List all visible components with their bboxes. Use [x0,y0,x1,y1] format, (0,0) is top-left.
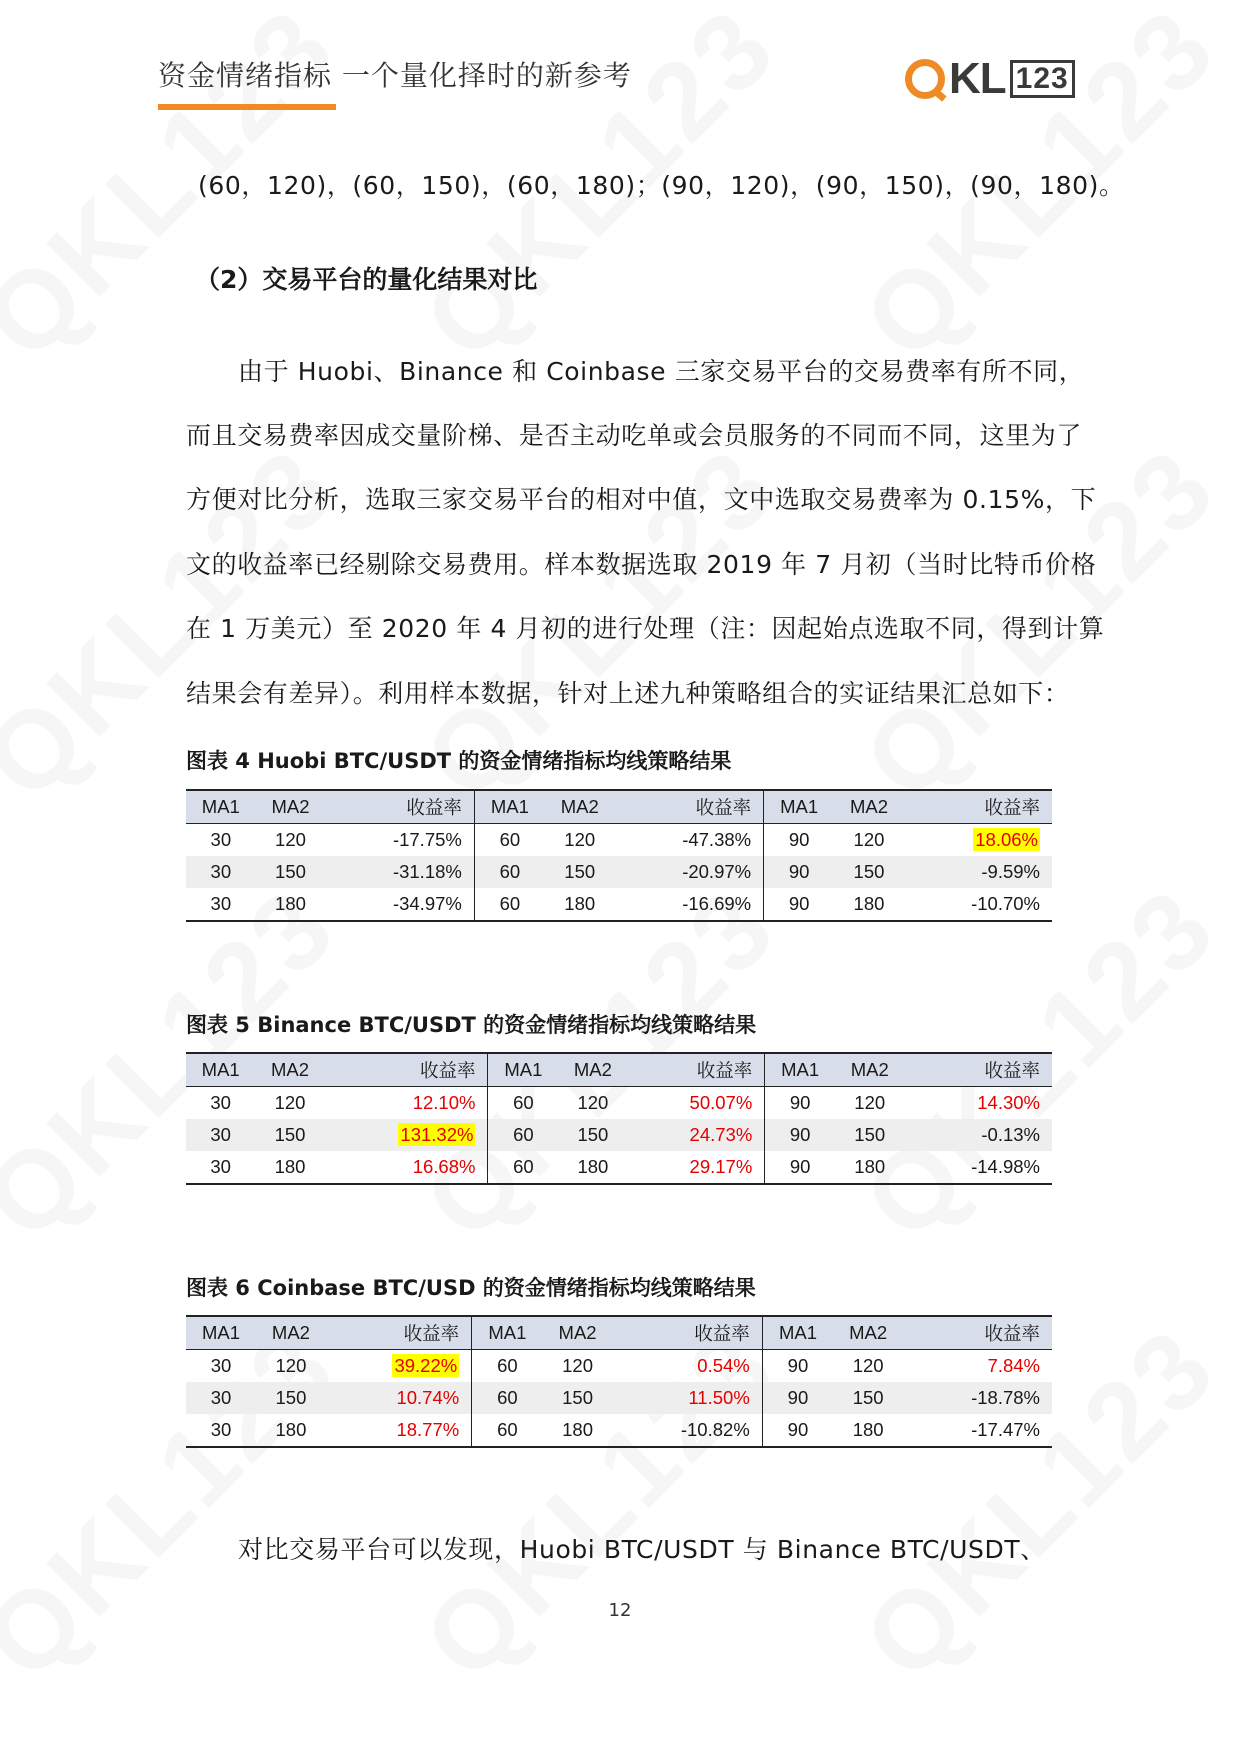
table-caption: 图表 4 Huobi BTC/USDT 的资金情绪指标均线策略结果 [186,749,732,773]
table-cell: 60 [499,829,521,850]
table-cell: 60 [499,861,521,882]
paragraph-line: 文的收益率已经剔除交易费用。样本数据选取 2019 年 7 月初（当时比特币价格 [186,550,1097,579]
paragraph-line: 结果会有差异）。利用样本数据，针对上述九种策略组合的实证结果汇总如下： [186,679,1070,708]
column-header: 收益率 [613,1316,763,1350]
table-cell: 180 [562,1419,593,1440]
results-table-binance [186,1052,1052,1185]
column-header: 收益率 [984,1060,1040,1081]
page-number: 12 [608,1600,632,1621]
table-cell: 180 [854,1156,886,1177]
table-cell: 90 [788,829,810,850]
table-caption: 图表 5 Binance BTC/USDT 的资金情绪指标均线策略结果 [186,1013,757,1037]
table-cell: 11.50% [613,1382,763,1414]
table-row [186,1350,1052,1383]
table-row [186,1151,1052,1184]
table-cell: 24.73% [628,1119,765,1151]
logo-wordmark: KL [949,54,1006,103]
table-cell: 12.10% [325,1087,488,1120]
column-header: 收益率 [628,1053,765,1087]
column-header: MA1 [780,796,819,817]
table-cell: -31.18% [325,856,474,888]
column-header: MA1 [778,1322,817,1343]
closing-line: 对比交易平台可以发现，Huobi BTC/USDT 与 Binance BTC/USDT、 [238,1535,1046,1564]
section-heading: （2）交易平台的量化结果对比 [195,265,538,294]
table-cell: 30 [210,829,232,850]
table-cell: 90 [787,1355,809,1376]
table-caption: 图表 6 Coinbase BTC/USD 的资金情绪指标均线策略结果 [186,1276,756,1300]
table-cell: 30 [210,1355,232,1376]
table-cell: 0.54% [613,1350,763,1383]
table-cell: 150 [564,861,596,882]
table-row [186,1087,1052,1120]
column-header: MA1 [781,1059,820,1080]
table-cell: 90 [789,1124,811,1145]
table-cell: 120 [853,829,885,850]
logo-number: 123 [1010,60,1075,98]
ma-pairs-line: (60，120)，(60，150)，(60，180)；(90，120)，(90，150)，(90，180)。 [198,171,1125,200]
table-cell: 10.74% [326,1382,472,1414]
title-underline [158,104,336,110]
column-header: MA2 [849,796,888,817]
table-cell: 180 [852,1419,884,1440]
table-cell: 90 [789,1156,811,1177]
column-header: MA1 [201,796,240,817]
table-cell: 180 [275,893,306,914]
logo-q-mark [905,59,945,99]
table-cell: 180 [274,1156,306,1177]
table-cell: -10.82% [613,1414,763,1447]
table-cell: 150 [852,1387,884,1408]
table-cell: 60 [499,893,521,914]
results-table-huobi [186,789,1052,922]
table-cell-highlighted: 39.22% [326,1350,472,1383]
table-cell: -47.38% [615,824,764,857]
table-cell: 60 [513,1092,534,1113]
column-header: MA2 [849,1322,888,1343]
table-cell: 30 [210,861,232,882]
column-header: MA1 [504,1059,543,1080]
table-cell: 180 [275,1419,307,1440]
table-cell: 60 [497,1387,518,1408]
table-cell: 150 [854,1124,886,1145]
table-cell: -34.97% [325,888,474,921]
table-cell: -0.13% [981,1124,1040,1145]
column-header: MA2 [850,1059,889,1080]
table-cell: 30 [210,1092,231,1113]
table-cell: 30 [210,1419,232,1440]
table-cell: 180 [577,1156,609,1177]
table-cell: 120 [562,1355,593,1376]
table-cell: -14.98% [971,1156,1040,1177]
table-cell-highlighted: 18.06% [975,829,1038,850]
table-cell: 30 [210,1156,231,1177]
table-cell-highlighted: 131.32% [325,1119,488,1151]
table-cell: 30 [210,1124,231,1145]
paragraph-line: 由于 Huobi、Binance 和 Coinbase 三家交易平台的交易费率有所不同， [238,357,1085,386]
table-cell: -9.59% [981,861,1040,882]
paragraph-line: 在 1 万美元）至 2020 年 4 月初的进行处理（注：因起始点选取不同，得到计算 [186,614,1105,643]
column-header: 收益率 [615,790,764,824]
table-cell: 120 [274,1092,306,1113]
table-cell: 18.77% [326,1414,472,1447]
table-cell: 14.30% [977,1092,1040,1113]
column-header: MA2 [560,796,599,817]
table-cell: 60 [497,1355,518,1376]
table-cell: -20.97% [615,856,764,888]
column-header: MA1 [490,796,529,817]
table-cell: -17.75% [325,824,474,857]
table-cell: 60 [513,1156,534,1177]
table-cell: 90 [788,861,810,882]
results-table-coinbase [186,1315,1052,1448]
column-header: MA2 [271,1322,310,1343]
column-header: 收益率 [984,1323,1040,1344]
column-header: MA2 [558,1322,597,1343]
column-header: MA2 [271,796,310,817]
table-cell: -16.69% [615,888,764,921]
table-cell: -17.47% [971,1419,1040,1440]
column-header: 收益率 [984,797,1040,818]
table-cell: -18.78% [971,1387,1040,1408]
table-cell: 150 [275,861,306,882]
table-cell: 120 [854,1092,886,1113]
column-header: MA1 [488,1322,527,1343]
table-cell: 30 [210,1387,232,1408]
table-cell: 120 [275,829,306,850]
column-header: MA2 [271,1059,310,1080]
table-cell: 150 [577,1124,609,1145]
table-cell: 120 [564,829,596,850]
table-cell: 150 [275,1387,307,1408]
table-cell: 180 [564,893,596,914]
table-cell: 90 [787,1387,809,1408]
table-cell: 150 [274,1124,306,1145]
table-row [186,888,1052,921]
table-row [186,1382,1052,1414]
table-cell: 60 [497,1419,518,1440]
qkl123-logo [905,54,1075,104]
paragraph-line: 而且交易费率因成交量阶梯、是否主动吃单或会员服务的不同而不同，这里为了 [186,421,1083,450]
table-row [186,1119,1052,1151]
table-cell: 7.84% [987,1355,1040,1376]
table-cell: 90 [789,1092,811,1113]
table-cell: 150 [562,1387,593,1408]
column-header: MA1 [201,1059,240,1080]
table-cell: 90 [787,1419,809,1440]
table-cell: 120 [275,1355,307,1376]
table-row [186,824,1052,857]
column-header: 收益率 [325,790,474,824]
column-header: MA1 [201,1322,240,1343]
column-header: 收益率 [326,1316,472,1350]
table-cell: 30 [210,893,232,914]
table-cell: 120 [852,1355,884,1376]
table-cell: 16.68% [325,1151,488,1184]
table-cell: 60 [513,1124,534,1145]
table-cell: 150 [853,861,885,882]
table-cell: 50.07% [628,1087,765,1120]
table-row [186,856,1052,888]
paragraph-line: 方便对比分析，选取三家交易平台的相对中值，文中选取交易费率为 0.15%，下 [186,485,1097,514]
table-row [186,1414,1052,1447]
table-cell: 180 [853,893,885,914]
table-cell: 120 [577,1092,609,1113]
table-cell: 90 [788,893,810,914]
table-cell: 29.17% [628,1151,765,1184]
column-header: 收益率 [325,1053,488,1087]
document-title: 资金情绪指标 一个量化择时的新参考 [158,59,632,92]
table-cell: -10.70% [971,893,1040,914]
column-header: MA2 [573,1059,612,1080]
